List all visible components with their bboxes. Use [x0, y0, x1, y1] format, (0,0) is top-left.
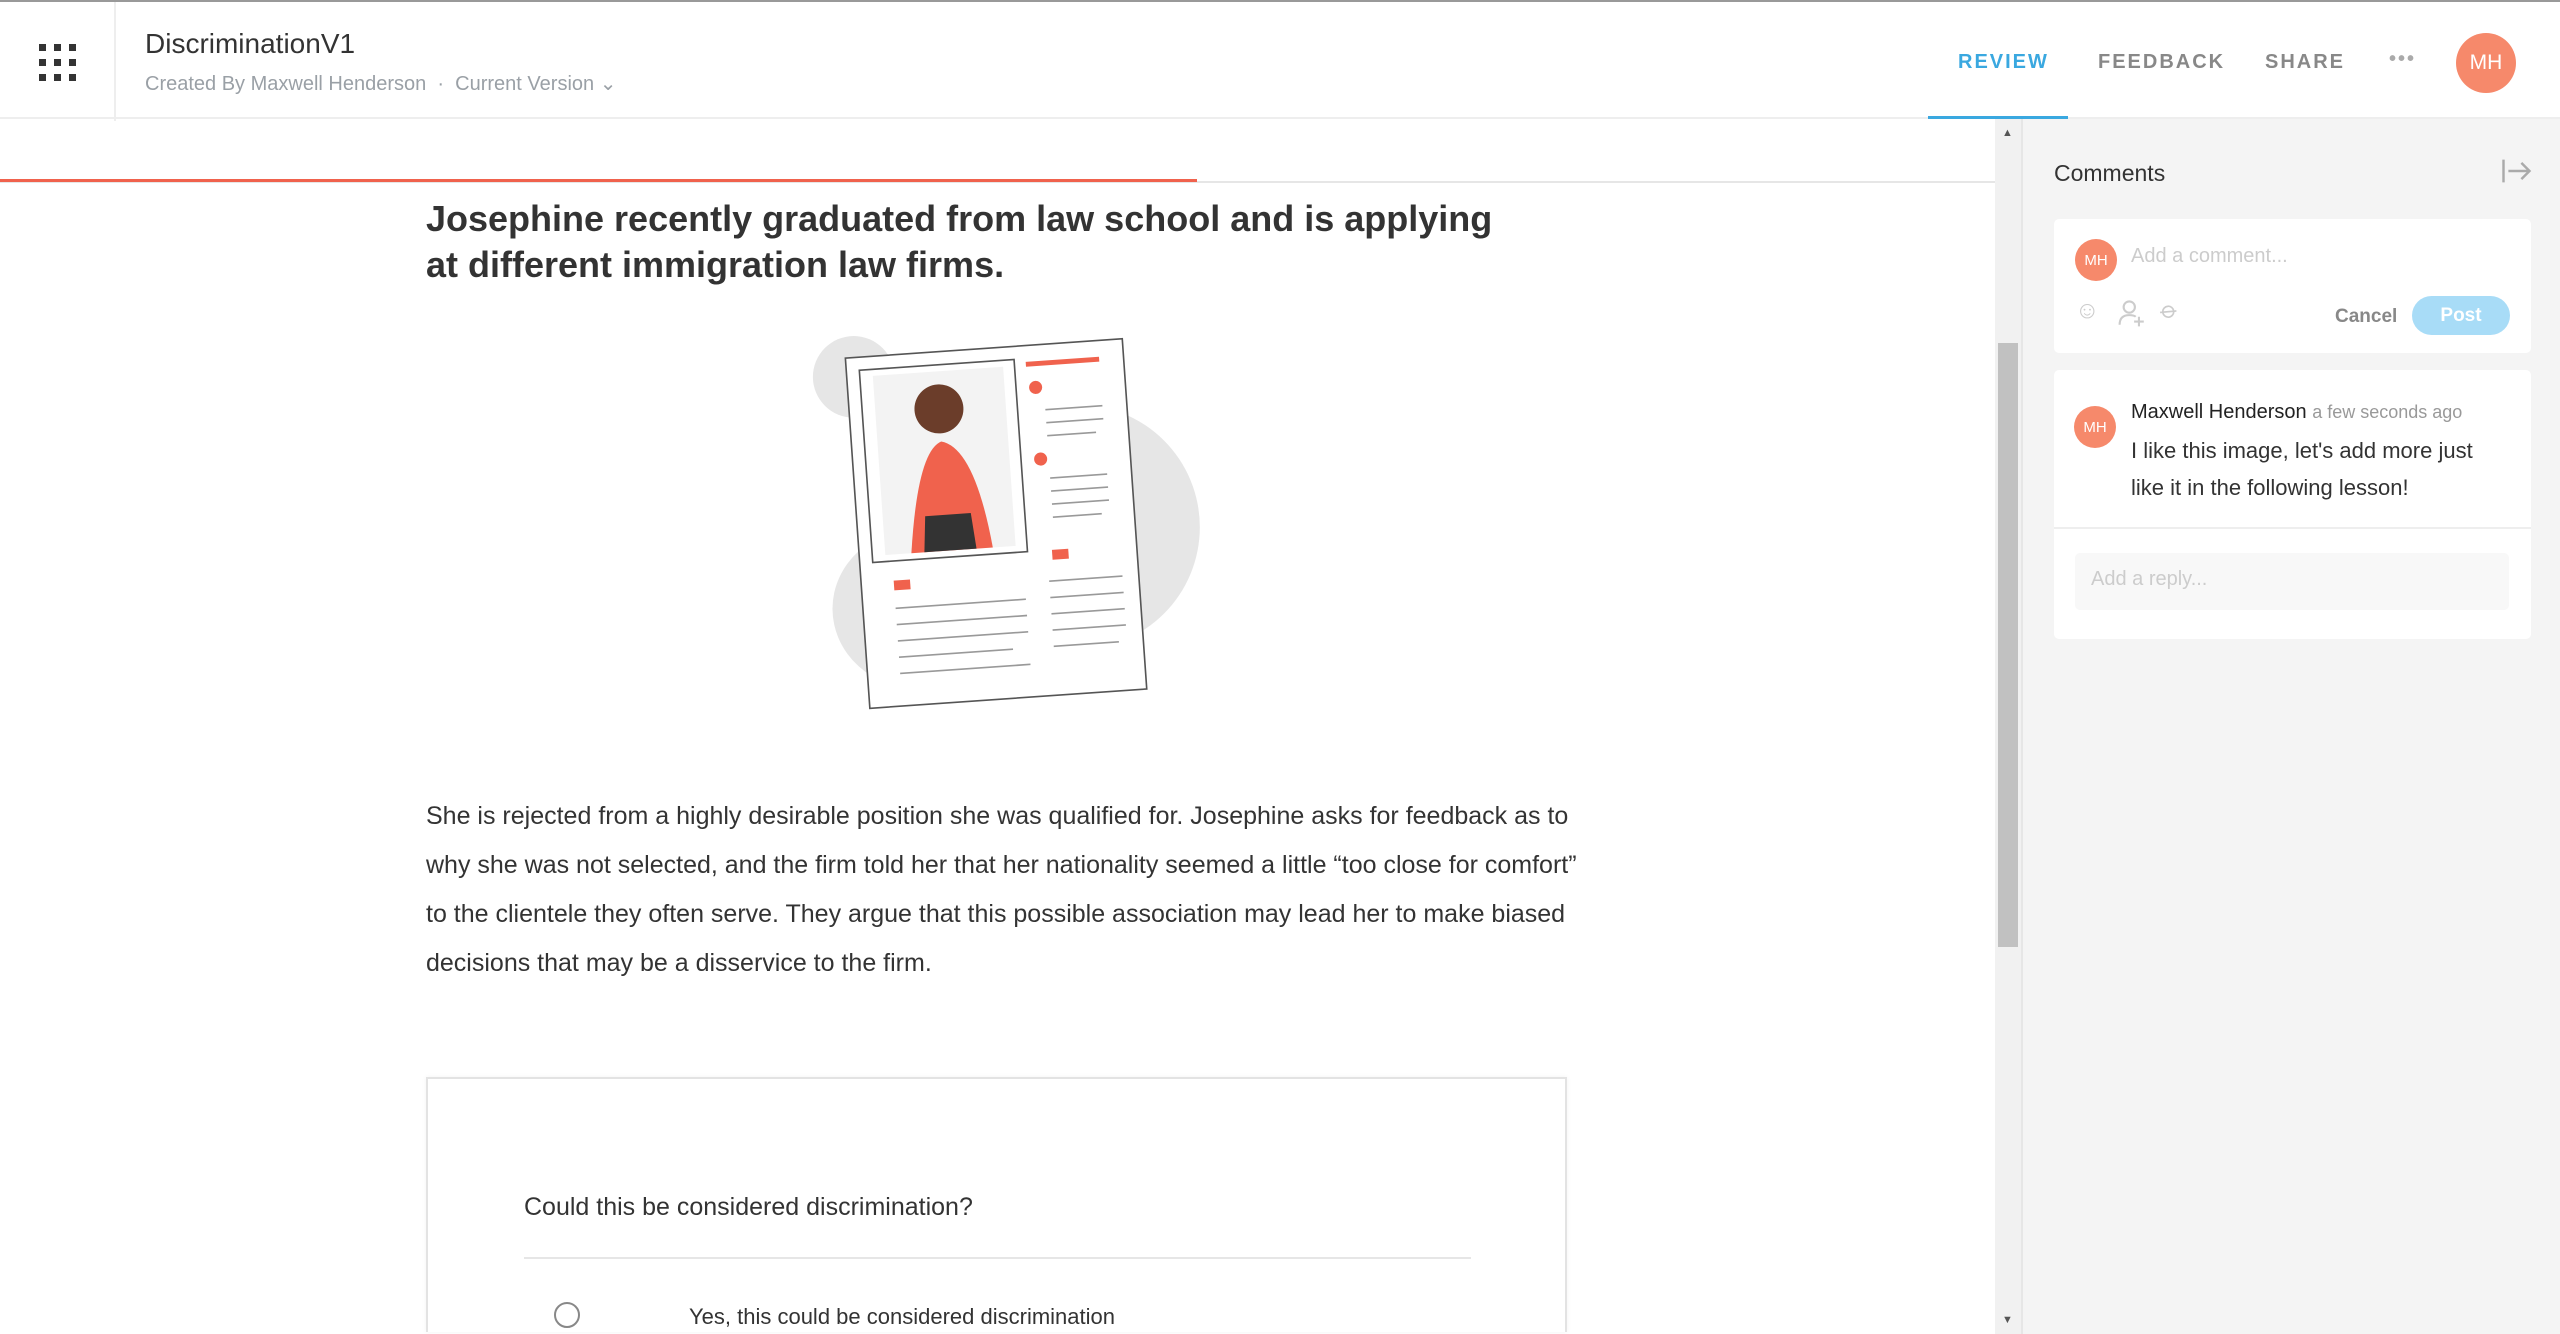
- chevron-down-icon: ⌄: [599, 73, 617, 95]
- separator: ·: [437, 73, 445, 95]
- progress-bar-fill: [0, 179, 1197, 182]
- comment-text: I like this image, let's add more just like it in the following lesson!: [2131, 438, 2473, 500]
- resume-illustration: [808, 331, 1208, 715]
- commenter-avatar: MH: [2075, 239, 2117, 281]
- created-by: Created By Maxwell Henderson: [145, 73, 427, 95]
- main-scrollbar[interactable]: [1995, 119, 2021, 1334]
- document-title: DiscriminationV1: [145, 28, 356, 59]
- mention-user-icon[interactable]: [2118, 299, 2147, 328]
- question-card: [426, 1077, 1567, 1332]
- comments-panel: [2021, 119, 2560, 1334]
- top-header: [0, 0, 2560, 119]
- lesson-paragraph: She is rejected from a highly desirable position she was qualified for. Josephine asks for feedback as to why she was not selected, and the firm told her that her nationality seemed a little “too close for comfort” to the clientele they often serve. They argue that this possible association may lead her to make biased decisions that may be a disservice to the firm.: [426, 802, 1577, 977]
- reply-input[interactable]: Add a reply...: [2075, 553, 2509, 610]
- apps-grid-icon[interactable]: [39, 44, 76, 81]
- lesson-content: [0, 119, 1995, 1334]
- lesson-heading: Josephine recently graduated from law school and is applying at different immigration law firms.: [426, 198, 1493, 285]
- document-meta: [145, 71, 616, 96]
- cancel-button[interactable]: Cancel: [2335, 306, 2398, 327]
- tab-feedback[interactable]: FEEDBACK: [2098, 51, 2226, 73]
- new-comment-box: [2054, 219, 2531, 353]
- comment-author: Maxwell Henderson: [2131, 401, 2307, 423]
- divider: [114, 2, 116, 121]
- comments-title: Comments: [2054, 160, 2166, 186]
- scrollbar-thumb[interactable]: [1998, 343, 2018, 947]
- comment-time: a few seconds ago: [2312, 402, 2463, 422]
- version-label: Current Version: [455, 73, 595, 95]
- divider: [524, 1257, 1471, 1259]
- option-label[interactable]: Yes, this could be considered discrimination: [689, 1304, 1115, 1329]
- comment-header: [2131, 401, 2462, 424]
- scroll-down-icon[interactable]: ▼: [2002, 1314, 2013, 1326]
- divider: [2054, 527, 2531, 529]
- emoji-icon[interactable]: ☺: [2075, 297, 2100, 324]
- option-radio[interactable]: [554, 1302, 580, 1328]
- comment-thread: [2054, 370, 2531, 639]
- tab-review[interactable]: REVIEW: [1958, 51, 2049, 73]
- user-avatar[interactable]: MH: [2456, 33, 2516, 93]
- scroll-up-icon[interactable]: ▲: [2002, 127, 2013, 139]
- comment-input[interactable]: Add a comment...: [2131, 245, 2288, 267]
- more-options-icon[interactable]: •••: [2389, 48, 2417, 70]
- version-dropdown[interactable]: [455, 73, 616, 95]
- post-button[interactable]: Post: [2412, 296, 2510, 335]
- collapse-panel-icon[interactable]: [2500, 158, 2533, 184]
- comment-author-avatar: MH: [2074, 406, 2116, 448]
- question-text: Could this be considered discrimination?: [524, 1193, 973, 1221]
- tab-share[interactable]: SHARE: [2265, 51, 2346, 73]
- attachment-icon[interactable]: ⌀: [2155, 295, 2184, 326]
